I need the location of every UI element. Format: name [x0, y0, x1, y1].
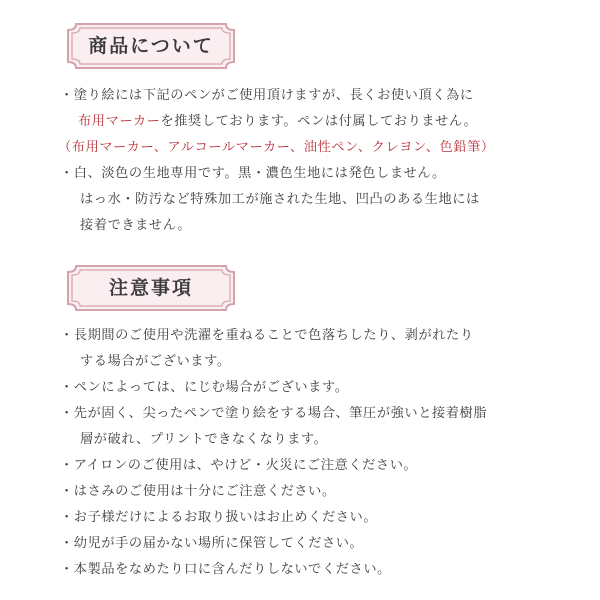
- note-line: する場合がございます。: [80, 354, 231, 369]
- recommended-pen-rest: を推奨しております。ペンは付属しておりません。: [160, 114, 478, 129]
- section-title-notes: 注意事項: [108, 277, 193, 299]
- recommended-pen-highlight: 布用マーカー: [78, 114, 161, 129]
- note-line: ・はさみのご使用は十分にご注意ください。: [60, 484, 336, 499]
- heading-frame-product: [62, 18, 240, 74]
- product-bullet2-line3: 接着できません。: [80, 218, 192, 233]
- product-bullet1-line1: ・塗り絵には下記のペンがご使用頂けますが、長くお使い頂く為に: [60, 88, 474, 103]
- note-line: ・お子様だけによるお取り扱いはお止めください。: [60, 510, 378, 525]
- note-line: ・本製品をなめたり口に含んだりしないでください。: [60, 562, 391, 577]
- heading-frame-notes: [62, 260, 240, 316]
- note-line: ・長期間のご使用や洗濯を重ねることで色落ちしたり、剥がれたり: [60, 328, 474, 343]
- note-line: ・ペンによっては、にじむ場合がございます。: [60, 380, 349, 395]
- note-line: ・幼児が手の届かない場所に保管してください。: [60, 536, 364, 551]
- product-bullet2-line1: ・白、淡色の生地専用です。黒・濃色生地には発色しません。: [60, 166, 446, 181]
- note-line: ・先が固く、尖ったペンで塗り絵をする場合、筆圧が強いと接着樹脂: [60, 406, 488, 421]
- note-line: 層が破れ、プリントできなくなります。: [80, 432, 328, 447]
- product-bullet1-line2: [78, 112, 477, 132]
- pen-list: （布用マーカー、アルコールマーカー、油性ペン、クレヨン、色鉛筆）: [58, 140, 495, 155]
- product-bullet2-line2: はっ水・防汚など特殊加工が施された生地、凹凸のある生地には: [80, 192, 480, 207]
- note-line: ・アイロンのご使用は、やけど・火災にご注意ください。: [60, 458, 418, 473]
- section-title-product: 商品について: [88, 35, 214, 57]
